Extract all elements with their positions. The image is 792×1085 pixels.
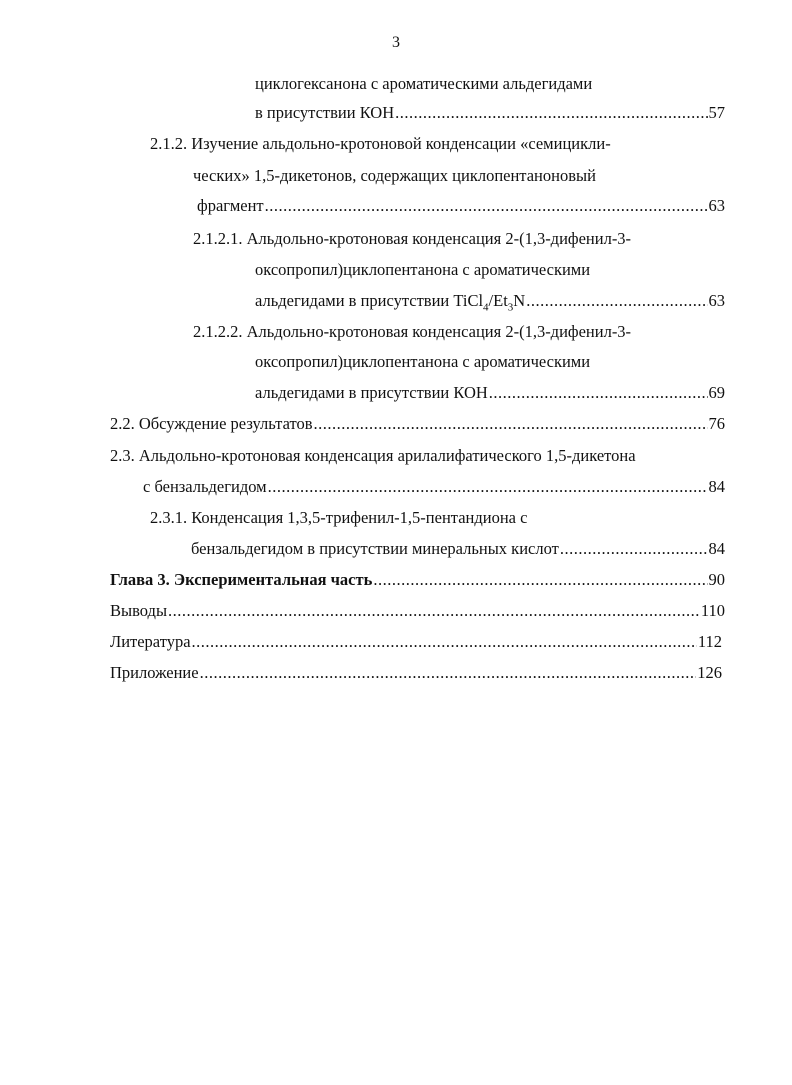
toc-page-number: 63 — [708, 196, 725, 215]
toc-entry-text: в присутствии КОН — [255, 103, 395, 122]
toc-page-number: 84 — [708, 539, 725, 558]
toc-page-number: 69 — [708, 383, 725, 402]
toc-line: 2.3. Альдольно-кротоновая конденсация арилалифатического 1,5-дикетона — [110, 446, 636, 465]
toc-line: циклогексанона с ароматическими альдегидами — [255, 74, 593, 93]
leader-dots — [395, 103, 707, 123]
toc-entry-text: 2.2. Обсуждение результатов — [110, 414, 313, 433]
leader-dots — [526, 291, 707, 311]
toc-page-number: 76 — [708, 414, 725, 433]
leader-dots — [192, 632, 697, 652]
toc-line: 2.3.1. Конденсация 1,3,5-трифенил-1,5-пентандиона с — [150, 508, 528, 527]
toc-line: оксопропил)циклопентанона с ароматическими — [255, 260, 591, 279]
toc-line: ческих» 1,5-дикетонов, содержащих циклопентаноновый — [193, 166, 596, 185]
toc-entry — [110, 414, 725, 434]
toc-entry-text: бензальдегидом в присутствии минеральных кислот — [191, 539, 559, 558]
toc-page-number: 126 — [697, 663, 722, 682]
toc-page-number: 110 — [700, 601, 725, 620]
toc-line: 2.1.2.1. Альдольно-кротоновая конденсация 2-(1,3-дифенил-3- — [193, 229, 632, 248]
toc-page-number: 112 — [697, 632, 722, 651]
toc-entry-text: Литература — [110, 632, 191, 651]
toc-entry — [143, 477, 725, 497]
leader-dots — [560, 539, 708, 559]
toc-entry-chapter — [110, 570, 725, 590]
toc-page-number: 90 — [708, 570, 725, 589]
toc-entry-text: Выводы — [110, 601, 168, 620]
toc-entry-text: фрагмент — [197, 196, 264, 215]
leader-dots — [314, 414, 708, 434]
leader-dots — [200, 663, 697, 683]
leader-dots — [168, 601, 700, 621]
toc-entry — [191, 539, 725, 559]
toc-entry — [255, 103, 725, 123]
toc-entry — [197, 196, 725, 216]
toc-page-number: 63 — [708, 291, 725, 310]
leader-dots — [373, 570, 707, 590]
leader-dots — [489, 383, 708, 403]
toc-entry — [255, 291, 725, 317]
leader-dots — [268, 477, 708, 497]
toc-entry — [255, 383, 725, 403]
toc-page-number: 57 — [708, 103, 725, 122]
toc-line: оксопропил)циклопентанона с ароматическими — [255, 352, 591, 371]
toc-page-number: 84 — [708, 477, 725, 496]
toc-entry-text: Приложение — [110, 663, 199, 682]
toc-entry — [110, 601, 725, 621]
toc-entry — [110, 663, 722, 683]
toc-line: 2.1.2. Изучение альдольно-кротоновой конденсации «семицикли- — [150, 134, 611, 153]
page-number: 3 — [392, 34, 400, 51]
toc-entry-text: альдегидами в присутствии КОН — [255, 383, 488, 402]
toc-entry-text: альдегидами в присутствии $TiCl_4/Et_3N$ — [255, 291, 526, 314]
toc-entry — [110, 632, 722, 652]
toc-line: 2.1.2.2. Альдольно-кротоновая конденсация 2-(1,3-дифенил-3- — [193, 322, 632, 341]
leader-dots — [265, 196, 708, 216]
toc-entry-text: с бензальдегидом — [143, 477, 267, 496]
toc-entry-text: Глава 3. Экспериментальная часть — [110, 570, 373, 589]
